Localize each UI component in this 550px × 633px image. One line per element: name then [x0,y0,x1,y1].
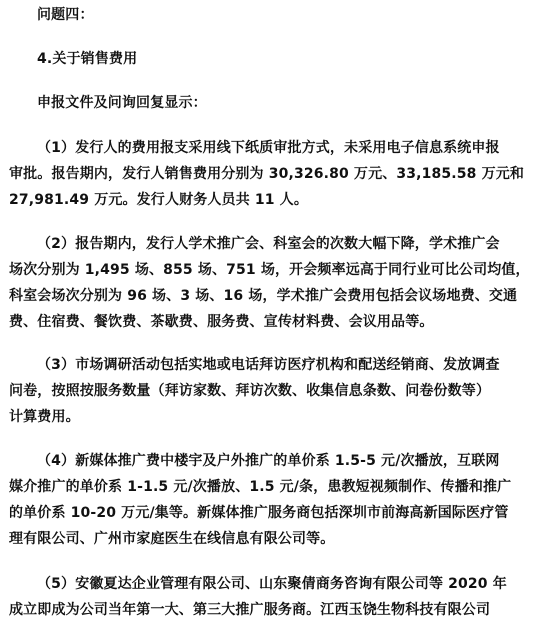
paragraph-line: 科室会场次分别为 96 场、3 场、16 场，学术推广会费用包括会议场地费、交通 [9,288,518,304]
paragraph-line: 成立即成为公司当年第一大、第三大推广服务商。江西玉饶生物科技有限公司 [9,602,491,618]
paragraph-line: 计算费用。 [9,409,80,425]
paragraph-line: 审批。报告期内，发行人销售费用分别为 30,326.80 万元、33,185.58 万元和 [9,166,525,182]
paragraph-line: （4）新媒体推广费中楼宇及户外推广的单价系 1.5-5 元/次播放，互联网 [37,453,500,469]
paragraph-line: 问卷，按照按服务数量（拜访家数、拜访次数、收集信息条数、问卷份数等） [9,383,491,399]
paragraph-line: （1）发行人的费用报支采用线下纸质审批方式，未采用电子信息系统申报 [37,140,500,156]
section-heading: 4.关于销售费用 [37,51,138,67]
intro-text: 申报文件及问询回复显示： [37,95,207,111]
paragraph-line: 的单价系 10-20 万元/集等。新媒体推广服务商包括深圳市前海高新国际医疗管 [9,505,509,521]
paragraph-line: （5）安徽夏达企业管理有限公司、山东聚倩商务咨询有限公司等 2020 年 [37,576,507,592]
paragraph-line: 27,981.49 万元。发行人财务人员共 11 人。 [9,192,308,208]
question-title: 问题四： [37,7,94,23]
paragraph-line: 媒介推广的单价系 1-1.5 元/次播放、1.5 元/条，患教短视频制作、传播和推广 [9,479,512,495]
paragraph-line: 费、住宿费、餐饮费、茶歇费、服务费、宣传材料费、会议用品等。 [9,314,434,330]
paragraph-line: （3）市场调研活动包括实地或电话拜访医疗机构和配送经销商、发放调查 [37,357,500,373]
paragraph-line: 理有限公司、广州市家庭医生在线信息有限公司等。 [9,531,335,547]
paragraph-line: 场次分别为 1,495 场、855 场、751 场，开会频率远高于同行业可比公司均值， [9,262,530,278]
paragraph-line: （2）报告期内，发行人学术推广会、科室会的次数大幅下降，学术推广会 [37,236,500,252]
